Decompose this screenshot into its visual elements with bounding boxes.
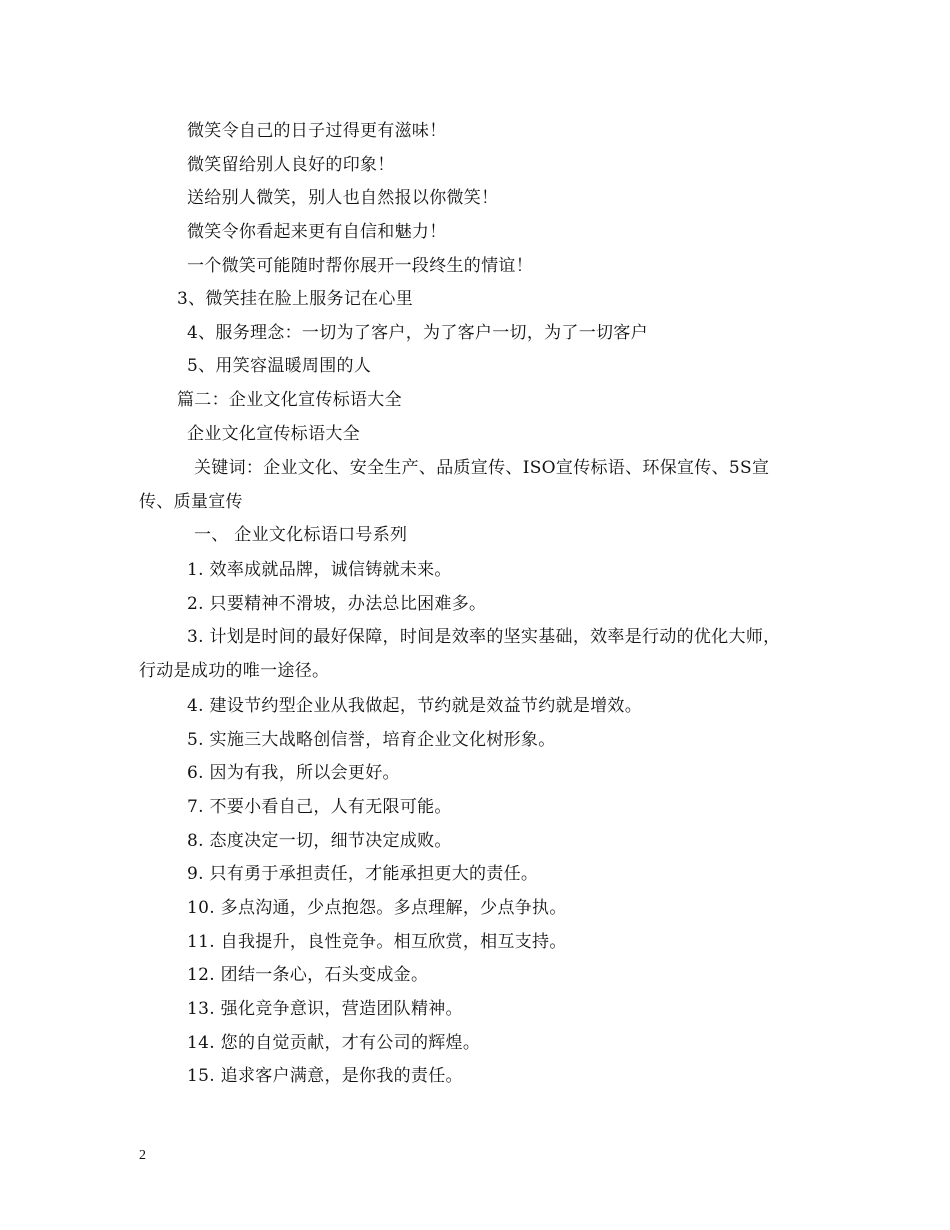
list-item: 14. 您的自觉贡献，才有公司的辉煌。 — [187, 1033, 481, 1053]
page-number: 2 — [139, 1148, 146, 1163]
subsection-heading: 一、 企业文化标语口号系列 — [194, 525, 408, 545]
list-item: 7. 不要小看自己，人有无限可能。 — [187, 797, 452, 817]
text-line: 微笑留给别人良好的印象！ — [187, 155, 395, 175]
list-item: 13. 强化竞争意识，营造团队精神。 — [187, 999, 463, 1019]
list-item: 10. 多点沟通，少点抱怨。多点理解，少点争执。 — [187, 898, 567, 918]
section-heading: 篇二：企业文化宣传标语大全 — [177, 390, 402, 410]
list-item: 行动是成功的唯一途径。 — [139, 661, 330, 681]
list-item: 6. 因为有我，所以会更好。 — [187, 763, 400, 783]
list-item: 5、用笑容温暖周围的人 — [187, 356, 372, 376]
list-item: 3、微笑挂在脸上服务记在心里 — [177, 289, 414, 309]
list-item: 3. 计划是时间的最好保障，时间是效率的坚实基础，效率是行动的优化大师， — [187, 627, 781, 647]
list-item: 15. 追求客户满意，是你我的责任。 — [187, 1066, 463, 1086]
list-item: 8. 态度决定一切，细节决定成败。 — [187, 831, 452, 851]
list-item: 4、服务理念：一切为了客户，为了客户一切，为了一切客户 — [187, 323, 648, 343]
text-line: 微笑令自己的日子过得更有滋味！ — [187, 121, 447, 141]
list-item: 4. 建设节约型企业从我做起，节约就是效益节约就是增效。 — [187, 696, 643, 716]
keywords-line: 关键词：企业文化、安全生产、品质宣传、ISO宣传标语、环保宣传、5S宣 — [194, 458, 770, 478]
list-item: 12. 团结一条心，石头变成金。 — [187, 965, 429, 985]
list-item: 9. 只有勇于承担责任，才能承担更大的责任。 — [187, 864, 539, 884]
list-item: 2. 只要精神不滑坡，办法总比困难多。 — [187, 594, 487, 614]
list-item: 1. 效率成就品牌，诚信铸就未来。 — [187, 560, 452, 580]
list-item: 11. 自我提升，良性竞争。相互欣赏，相互支持。 — [187, 932, 567, 952]
list-item: 5. 实施三大战略创信誉，培育企业文化树形象。 — [187, 730, 556, 750]
text-line: 一个微笑可能随时帮你展开一段终生的情谊！ — [187, 256, 533, 276]
text-line: 送给别人微笑，别人也自然报以你微笑！ — [187, 188, 499, 208]
document-title: 企业文化宣传标语大全 — [187, 424, 360, 444]
keywords-line: 传、质量宣传 — [139, 492, 243, 512]
text-line: 微笑令你看起来更有自信和魅力！ — [187, 222, 447, 242]
